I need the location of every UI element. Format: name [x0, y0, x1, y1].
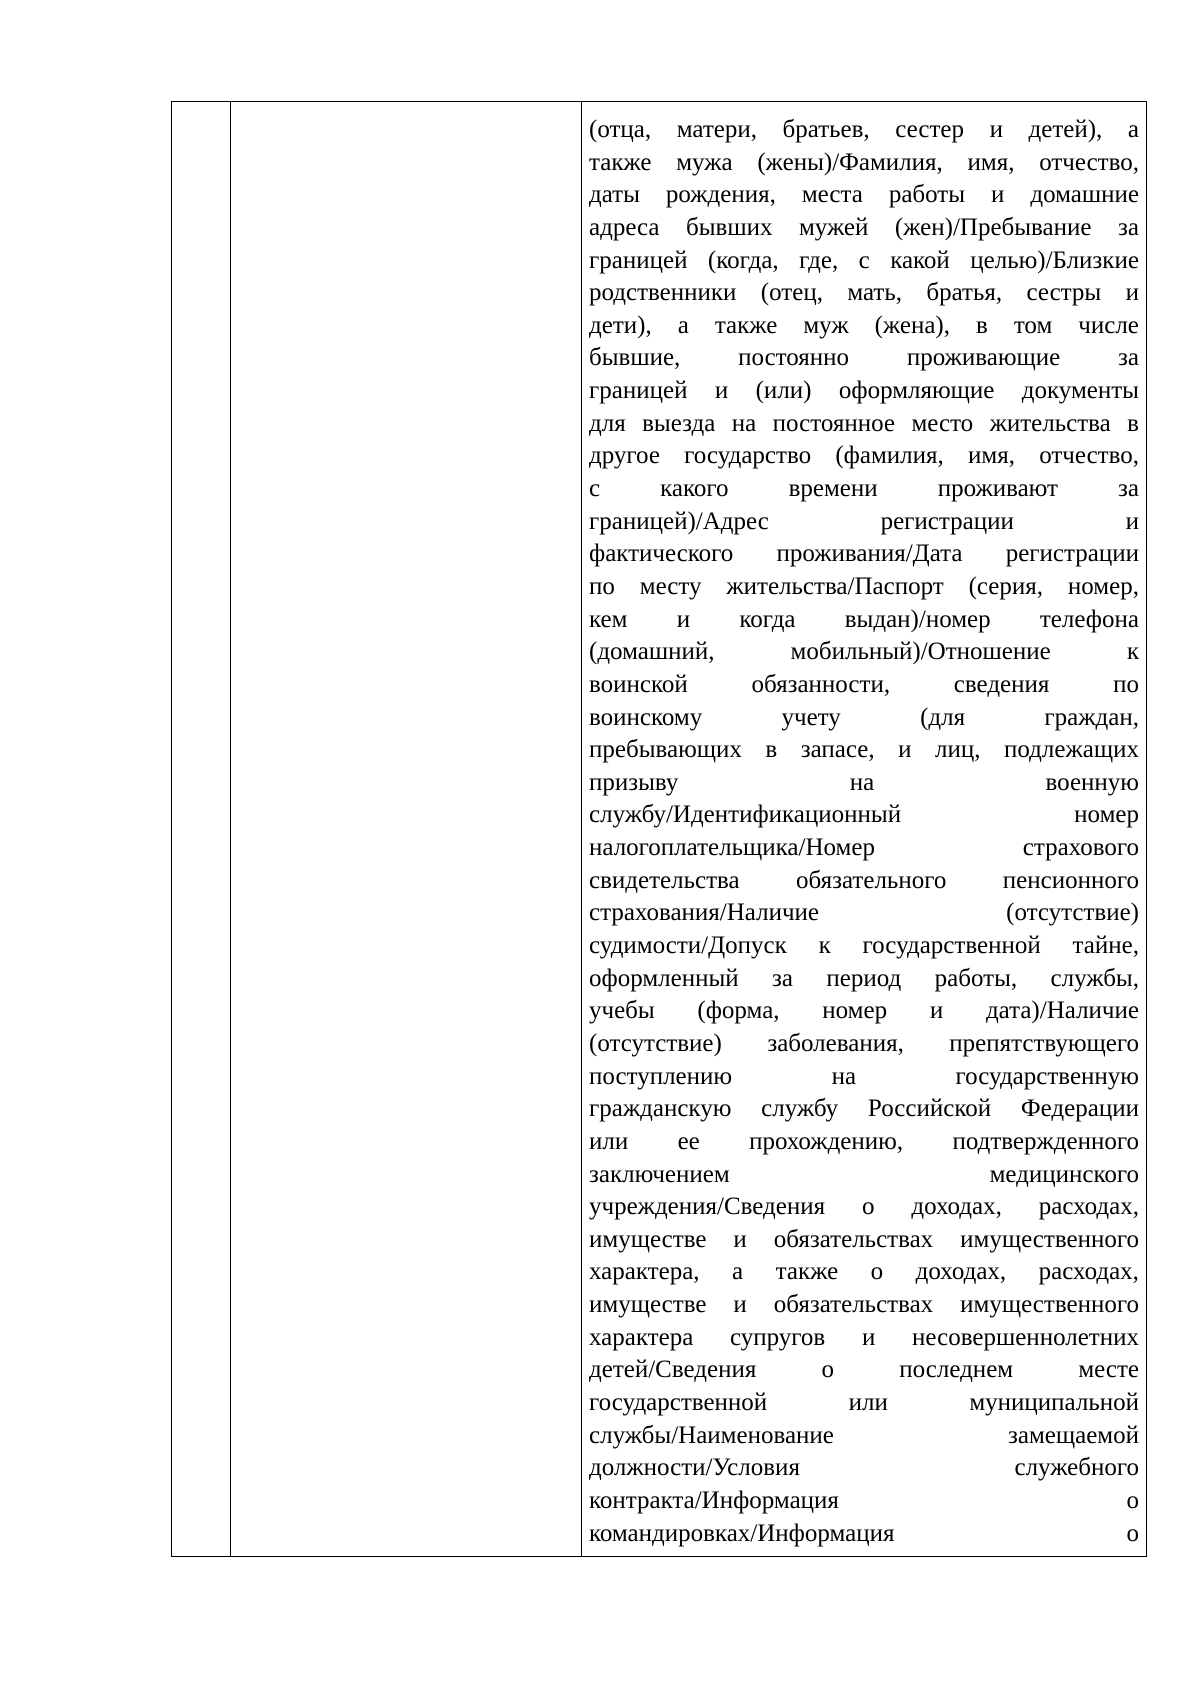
content-line: оформленный за период работы, службы, — [589, 964, 1139, 992]
content-line: границей (когда, где, с какой целью)/Близкие — [589, 246, 1139, 274]
content-line: с какого времени проживают за — [589, 475, 1139, 503]
content-line: также мужа (жены)/Фамилия, имя, отчество, — [589, 148, 1139, 176]
content-line: (отца, матери, братьев, сестер и детей), а — [589, 116, 1139, 143]
content-line: бывшие, постоянно проживающие за — [589, 344, 1139, 372]
content-line: адреса бывших мужей (жен)/Пребывание за — [589, 213, 1139, 241]
content-line: службу/Идентификационный номер — [589, 801, 1139, 829]
content-line: командировках/Информация о — [589, 1519, 1139, 1547]
content-line: воинскому учету (для граждан, — [589, 703, 1139, 731]
content-line: детей/Сведения о последнем месте — [589, 1356, 1139, 1384]
row-name-cell — [231, 102, 582, 1557]
content-line: имуществе и обязательствах имущественного — [589, 1291, 1139, 1319]
content-line: государственной или муниципальной — [589, 1388, 1139, 1416]
content-line: границей)/Адрес регистрации и — [589, 507, 1139, 535]
content-line: страхования/Наличие (отсутствие) — [589, 899, 1139, 927]
content-line: даты рождения, места работы и домашние — [589, 181, 1139, 209]
content-line: призыву на военную — [589, 768, 1139, 796]
content-line: характера супругов и несовершеннолетних — [589, 1323, 1139, 1351]
content-line: характера, а также о доходах, расходах, — [589, 1258, 1139, 1286]
row-number-cell — [172, 102, 231, 1557]
document-table — [171, 101, 1147, 1557]
content-line: судимости/Допуск к государственной тайне, — [589, 932, 1139, 960]
content-line: или ее прохождению, подтвержденного — [589, 1127, 1139, 1155]
content-line: имуществе и обязательствах имущественного — [589, 1225, 1139, 1253]
content-line: другое государство (фамилия, имя, отчество, — [589, 442, 1139, 470]
content-line: кем и когда выдан)/номер телефона — [589, 605, 1139, 633]
content-line: границей и (или) оформляющие документы — [589, 377, 1139, 405]
content-line: (домашний, мобильный)/Отношение к — [589, 638, 1139, 666]
content-line: гражданскую службу Российской Федерации — [589, 1095, 1139, 1123]
content-text — [582, 102, 1146, 1550]
content-line: поступлению на государственную — [589, 1062, 1139, 1090]
content-line: дети), а также муж (жена), в том числе — [589, 311, 1139, 339]
content-line: пребывающих в запасе, и лиц, подлежащих — [589, 736, 1139, 764]
content-line: для выезда на постоянное место жительства в — [589, 409, 1139, 437]
content-line: службы/Наименование замещаемой — [589, 1421, 1139, 1449]
content-line: свидетельства обязательного пенсионного — [589, 866, 1139, 894]
row-content-cell — [582, 102, 1147, 1557]
content-line: заключением медицинского — [589, 1160, 1139, 1188]
content-line: фактического проживания/Дата регистрации — [589, 540, 1139, 568]
content-line: контракта/Информация о — [589, 1486, 1139, 1514]
content-line: по месту жительства/Паспорт (серия, номер, — [589, 572, 1139, 600]
content-line: учреждения/Сведения о доходах, расходах, — [589, 1193, 1139, 1221]
content-line: (отсутствие) заболевания, препятствующего — [589, 1029, 1139, 1057]
content-line: воинской обязанности, сведения по — [589, 670, 1139, 698]
content-line: налогоплательщика/Номер страхового — [589, 834, 1139, 862]
content-line: учебы (форма, номер и дата)/Наличие — [589, 997, 1139, 1025]
table-row — [172, 102, 1147, 1557]
content-line: родственники (отец, мать, братья, сестры и — [589, 279, 1139, 307]
content-line: должности/Условия служебного — [589, 1454, 1139, 1482]
